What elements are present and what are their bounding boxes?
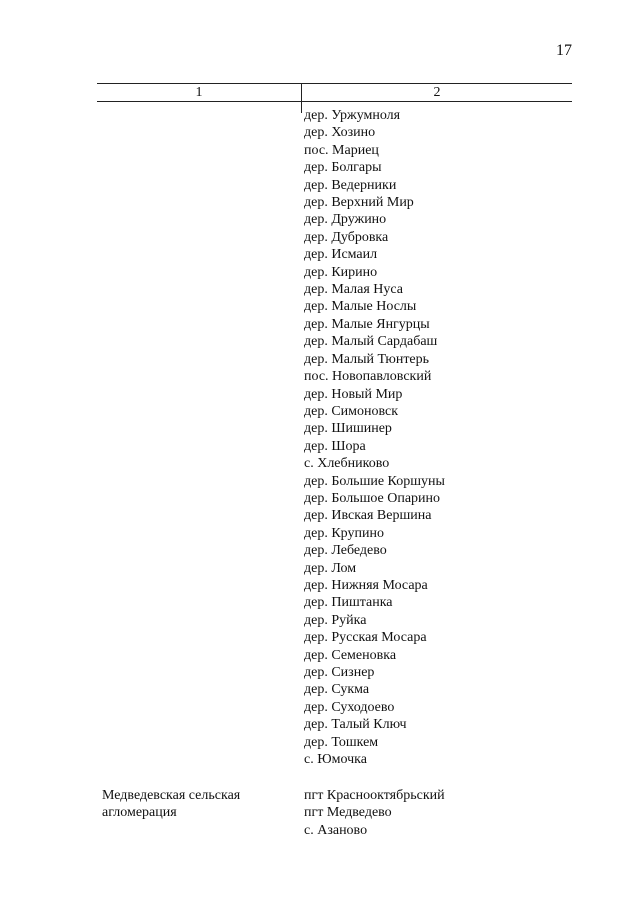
list-item: дер. Сукма <box>304 682 370 698</box>
list-item: дер. Болгары <box>304 160 382 176</box>
list-item: дер. Малые Нослы <box>304 299 417 315</box>
column-header-1: 1 <box>195 85 203 100</box>
list-item: дер. Пиштанка <box>304 595 393 611</box>
list-item: дер. Малые Янгурцы <box>304 316 430 332</box>
list-item: дер. Уржумноля <box>304 108 401 123</box>
column-divider-stub <box>301 100 302 113</box>
list-item: дер. Симоновск <box>304 403 399 419</box>
list-item: дер. Малый Тюнтерь <box>304 351 430 367</box>
list-item: с. Юмочка <box>304 752 367 768</box>
list-item: дер. Сизнер <box>304 665 375 680</box>
settlement-list <box>304 107 445 768</box>
agglomeration-name <box>102 787 287 822</box>
list-item: дер. Русская Мосара <box>304 630 427 646</box>
list-item: дер. Руйка <box>304 612 367 628</box>
list-item: дер. Шишинер <box>304 421 392 437</box>
column-header-2: 2 <box>433 85 441 100</box>
list-item: дер. Нижняя Мосара <box>304 577 428 593</box>
list-item: с. Азаново <box>304 822 368 838</box>
list-item: с. Хлебниково <box>304 456 390 472</box>
list-item: дер. Ведерники <box>304 177 397 193</box>
list-item: дер. Малый Сардабаш <box>304 334 438 350</box>
page-number: 17 <box>556 42 572 59</box>
list-item: дер. Суходоево <box>304 699 395 715</box>
list-item: дер. Исмаил <box>304 247 378 263</box>
list-item: дер. Тошкем <box>304 734 379 750</box>
list-item: дер. Дружино <box>304 212 387 228</box>
list-item: пгт Краснооктябрьский <box>304 788 445 803</box>
list-item: дер. Шора <box>304 438 366 454</box>
list-item: дер. Большие Коршуны <box>304 473 445 489</box>
list-item: дер. Талый Ключ <box>304 717 407 733</box>
list-item: дер. Большое Опарино <box>304 490 441 506</box>
list-item: дер. Крупино <box>304 525 384 541</box>
agglomeration-name-line: Медведевская сельская <box>102 788 241 803</box>
list-item: дер. Дубровка <box>304 229 389 245</box>
agglomeration-settlement-list <box>304 787 445 839</box>
list-item: дер. Ивская Вершина <box>304 508 432 524</box>
list-item: дер. Лебедево <box>304 543 387 559</box>
list-item: дер. Верхний Мир <box>304 195 414 211</box>
list-item: дер. Лом <box>304 560 357 576</box>
agglomeration-name-line: агломерация <box>102 805 177 821</box>
list-item: пос. Мариец <box>304 142 379 158</box>
list-item: пгт Медведево <box>304 805 392 821</box>
list-item: дер. Хозино <box>304 125 376 141</box>
list-item: дер. Новый Мир <box>304 386 403 402</box>
table-header-row <box>97 83 572 102</box>
list-item: дер. Кирино <box>304 264 378 280</box>
list-item: пос. Новопавловский <box>304 369 432 385</box>
list-item: дер. Малая Нуса <box>304 282 403 298</box>
list-item: дер. Семеновка <box>304 647 397 663</box>
